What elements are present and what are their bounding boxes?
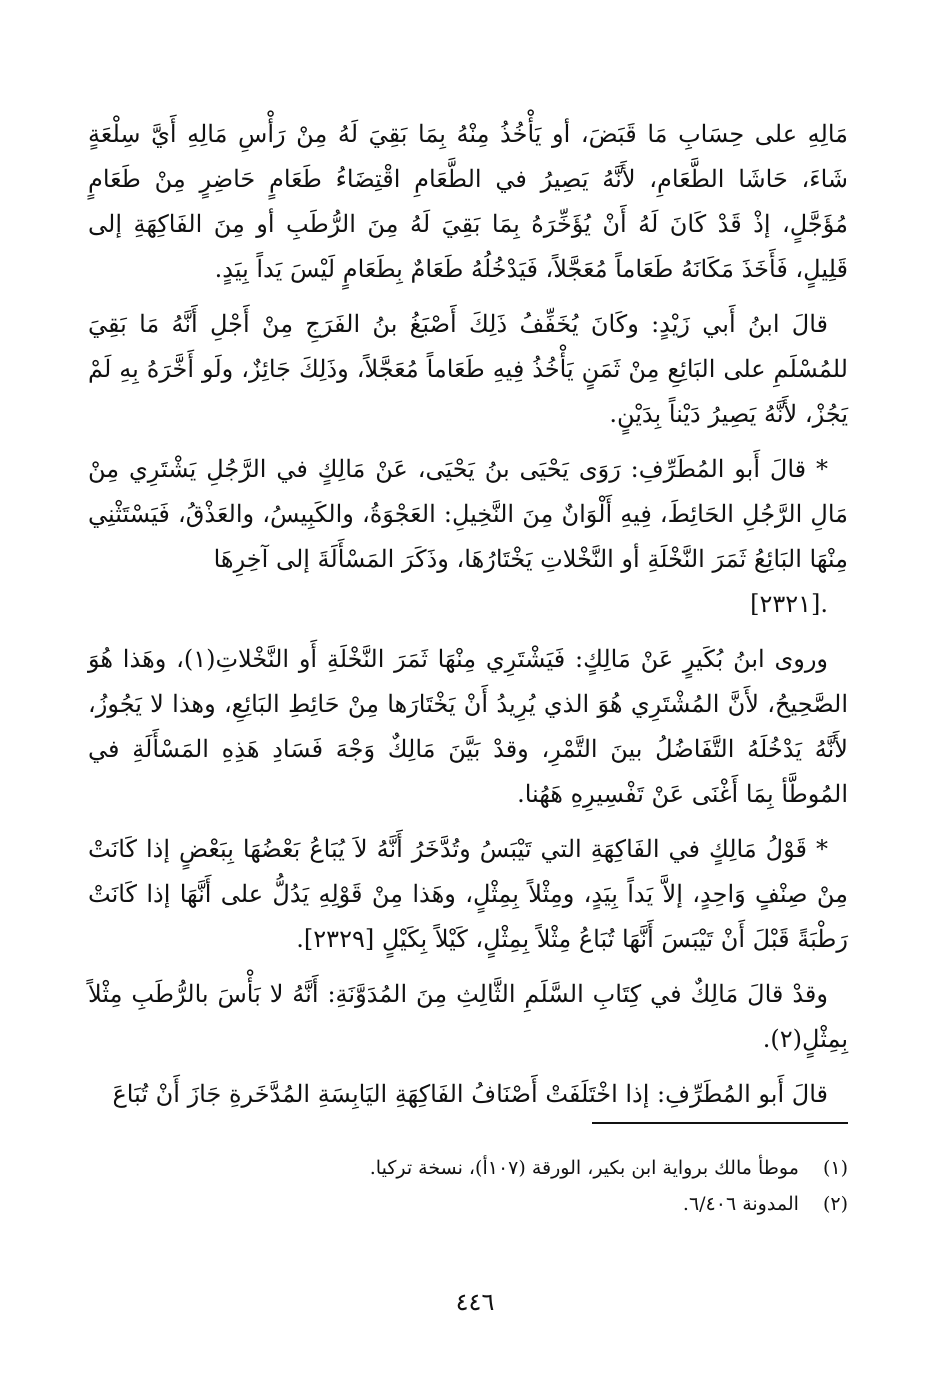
footnote-2 — [100, 1186, 848, 1222]
footnote-1-marker: (١) — [822, 1157, 848, 1179]
main-text-body — [88, 112, 848, 1127]
paragraph-3-text: * قالَ أَبو المُطَرِّفِ: رَوَى يَحْيَى بنُ يَحْيَى، عَنْ مَالِكٍ في الرَّجُلِ يَشْتَرِي مِنْ مَالِ الرَّجُلِ الحَائِطَ، فِيهِ أَلْوَانٌ مِنَ النَّخِيلِ: العَجْوَةُ، والكَبِيسُ، والعَذْقُ، فَيَسْتَثْنِي مِنْهَا البَائِعُ ثَمَرَ النَّخْلَةِ أو النَّخْلاتِ يَخْتَارُهَا، وذَكَرَ المَسْأَلَةَ إلى آخِرِهَا — [88, 455, 849, 573]
footnotes — [100, 1150, 848, 1222]
footnote-1-text: موطأ مالك برواية ابن بكير، الورقة (١٠٧أ)، نسخة تركيا. — [369, 1157, 799, 1179]
footnote-2-marker: (٢) — [822, 1193, 848, 1215]
reference-number: .[٢٣٢١] — [750, 590, 828, 618]
footnote-divider — [592, 1122, 848, 1124]
paragraph-1: مَالِهِ على حِسَابِ مَا قَبَضَ، أو يَأْخُذُ مِنْهُ بِمَا بَقِيَ لَهُ مِنْ رَأْسِ مَالِهِ أَيَّ سِلْعَةٍ شَاءَ، حَاشَا الطَّعَامِ، لأَنَّهُ يَصِيرُ في الطَّعَامِ اقْتِضَاءُ طَعَامٍ حَاضِرٍ مِنْ طَعَامٍ مُؤَجَّلٍ، إذْ قَدْ كَانَ لَهُ أَنْ يُؤَخِّرَهُ بِمَا بَقِيَ لَهُ مِنَ الرُّطَبِ أو مِنَ الفَاكِهَةِ إلى قَلِيلٍ، فَأَخَذَ مَكَانَهُ طَعَاماً مُعَجَّلاً، فَيَدْخُلُهُ طَعَامٌ بِطَعَامٍ لَيْسَ يَداً بِيَدٍ. — [88, 120, 849, 283]
paragraph-3 — [88, 447, 848, 627]
paragraph-7: قالَ أَبو المُطَرِّفِ: إذا اخْتَلَفَتْ أَصْنَافُ الفَاكِهَةِ اليَابِسَةِ المُدَّخَرةِ جَازَ أَنْ تُبَاعَ — [112, 1080, 828, 1108]
paragraph-4: وروى ابنُ بُكَيرٍ عَنْ مَالِكٍ: فَيَشْتَرِي مِنْهَا ثَمَرَ النَّخْلَةِ أَو النَّخْلاتِ(١)، وهَذا هُوَ الصَّحِيحُ، لأَنَّ المُشْتَرِي هُوَ الذي يُرِيدُ أَنْ يَخْتَارَها مِنْ حَائِطِ البَائِعِ، وهذا لا يَجُوزُ، لأَنَّهُ يَدْخُلَهُ التَّفَاضُلُ بينَ التَّمْرِ، وقدْ بَيَّنَ مَالِكٌ وَجْهَ فَسَادِ هَذِهِ المَسْأَلَةِ في المُوطَّأ بِمَا أَغْنَى عَنْ تَفْسِيرِهِ هَهُنا. — [88, 645, 848, 808]
footnote-1 — [100, 1150, 848, 1186]
paragraph-6: وقدْ قالَ مَالِكٌ في كِتَابِ السَّلَمِ الثَّالِثِ مِنَ المُدَوَّنَةِ: أَنَّهُ لا بَأْسَ بالرُّطَبِ مِثْلاً بِمِثْلٍ(٢). — [88, 980, 848, 1053]
paragraph-5: * قَوْلُ مَالِكٍ في الفَاكِهَةِ التي تَيْبَسُ وتُدَّخَرُ أَنَّهُ لاَ يُبَاعُ بَعْضُهَا بِبَعْضٍ إذا كَانَتْ مِنْ صِنْفٍ وَاحِدٍ، إلاَّ يَداً بِيَدٍ، ومِثْلاً بِمِثْلٍ، وهَذا مِنْ قَوْلِهِ يَدُلُّ على أَنَّهَا إذا كَانَتْ رَطْبَةً قَبْلَ أَنْ تَيْبَسَ أَنَّهَا تُبَاعُ مِثْلاً بِمِثْلٍ، كَيْلاً بِكَيْلٍ [٢٣٢٩]. — [88, 835, 848, 953]
page-number: ٤٤٦ — [455, 1288, 495, 1316]
paragraph-2: قالَ ابنُ أَبي زَيْدٍ: وكَانَ يُخَفِّفُ ذَلِكَ أَصْبَغُ بنُ الفَرَجِ مِنْ أَجْلِ أَنَّهُ مَا بَقِيَ للمُسْلَمِ على البَائِعِ مِنْ ثَمَنٍ يَأْخُذُ فِيهِ طَعَاماً مُعَجَّلاً، وذَلِكَ جَائِزٌ، ولَو أَخَّرَهُ بِهِ لَمْ يَجُزْ، لأَنَّهُ يَصِيرُ دَيْناً بِدَيْنٍ. — [88, 310, 848, 428]
footnote-2-text: المدونة ٦/٤٠٦. — [682, 1193, 799, 1215]
